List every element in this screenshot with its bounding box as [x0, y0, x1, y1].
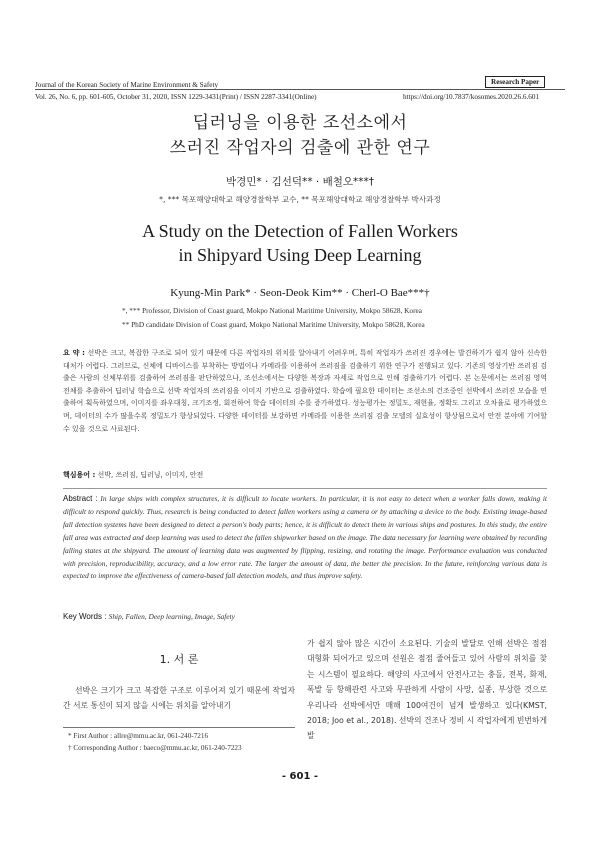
footnote-first-author: * First Author : allre@mmu.ac.kr, 061-240-7216	[68, 732, 209, 740]
korean-affiliation: *, *** 목포해양대학교 해양경찰학부 교수, ** 목포해양대학교 해양경찰학부 박사과정	[159, 195, 441, 204]
korean-keywords-label: 핵심용어 :	[63, 471, 96, 479]
english-title-line2: in Shipyard Using Deep Learning	[178, 245, 422, 265]
english-title-line1: A Study on the Detection of Fallen Workers	[142, 221, 458, 241]
english-abstract	[63, 493, 547, 583]
left-column-text: 선박은 크기가 크고 복잡한 구조로 이루어져 있기 때문에 작업자 간 서로 통신이 되지 않을 시에는 위치를 알아내기	[63, 686, 295, 711]
english-authors: Kyung-Min Park* · Seon-Deok Kim** · Cherl-O Bae***†	[170, 287, 430, 299]
english-affiliation-1: *, *** Professor, Division of Coast guard, Mokpo National Maritime University, Mokpo 58628, Korea	[122, 306, 422, 315]
abstract-divider	[63, 488, 547, 489]
english-keywords	[63, 612, 235, 621]
section-heading: 1. 서 론	[159, 653, 199, 666]
english-abstract-label: Abstract :	[63, 494, 98, 503]
korean-keywords	[63, 469, 547, 482]
footnote-corresponding-author: † Corresponding Author : baeco@mmu.ac.kr, 061-240-7223	[68, 744, 242, 752]
research-paper-badge: Research Paper	[485, 76, 545, 88]
english-affiliation-2: ** PhD candidate Division of Coast guard, Mokpo National Maritime University, Mokpo 58628, Korea	[122, 320, 425, 329]
korean-authors: 박경민* · 김선덕** · 배철오***†	[225, 176, 375, 188]
header-rule	[35, 89, 565, 90]
english-keywords-label: Key Words :	[63, 612, 107, 621]
right-column-text: 가 쉽지 않아 많은 시간이 소요된다. 기술의 발달로 인해 선박은 점점 대형화 되어가고 있으며 선원은 점점 줄어들고 있어 사람의 위치를 찾는 시스템이 필요하다. 해양의 사고에서 안전사고는 충돌, 전복, 화재, 폭발 등 항해관련 사고와 무관하게 사람이 사망, 실종, 부상한 것으로 우리나라 선박에서만 매해 100여건이 넘게 발생하고 있다(KMST, 2018; Joo et al., 2018). 선박의 건조나 정비 시 작업자에게 빈번하게 발	[307, 639, 547, 741]
volume-line: Vol. 26, No. 6, pp. 601-605, October 31, 2020, ISSN 1229-3431(Print) / ISSN 2287-3341(Online)	[35, 93, 317, 101]
korean-abstract	[63, 347, 547, 435]
doi-link[interactable]: https://doi.org/10.7837/kosomes.2020.26.6.601	[403, 93, 540, 101]
page-number: - 601 -	[281, 771, 319, 782]
english-keywords-value: Ship, Fallen, Deep learning, Image, Safety	[108, 612, 235, 621]
korean-title-line1: 딥러닝을 이용한 조선소에서	[192, 113, 408, 133]
journal-name: Journal of the Korean Society of Marine Environment & Safety	[35, 81, 219, 89]
korean-keywords-value: 선박, 쓰러짐, 딥러닝, 이미지, 안전	[97, 471, 204, 479]
korean-abstract-text: 선박은 크고, 복잡한 구조로 되어 있기 때문에 다른 작업자의 위치를 알아내기 어려우며, 특히 작업자가 쓰러진 경우에는 발견하기가 쉽지 않아 신속한 대처가 어렵다. 그러므로, 신체에 디바이스를 부착하는 방법이나 카메라를 이용하여 쓰러짐을 검출하기 위한 연구가 진행되고 있다. 기존의 영상기반 쓰러짐 검출은 사람의 신체부위를 검출하여 쓰러짐을 판단하였으나, 조선소에서는 다양한 복장과 자세로 작업으로 인해 검출하기가 어렵다. 본 논문에서는 쓰러짐 영역 전체를 추출하여 딥러닝 학습으로 선박 작업자의 쓰러짐을 이미지 기반으로 검출하였다. 학습에 필요한 데이터는 조선소의 건조중인 선박에서 쓰러진 모습을 연출하여 획득하였으며, 이미지를 좌우대칭, 크기조정, 회전하여 학습 데이터의 수를 증가하였다. 성능평가는 정밀도, 재현율, 정확도 그리고 오차율로 평가하였으며, 데이터의 수가 많을수록 정밀도가 향상되었다. 다양한 데이터를 보강하면 카메라를 이용한 쓰러짐 검출 모델의 실효성이 향상됨으로서 안전 분야에 기여할 수 있을 것으로 사료된다.	[63, 349, 547, 433]
korean-title-line2: 쓰러진 작업자의 검출에 관한 연구	[169, 138, 431, 158]
footnote-divider	[63, 727, 295, 728]
english-abstract-text: In large ships with complex structures, it is difficult to locate workers. In particular, it is not easy to detect when a worker falls down, making it difficult to respond quickly. Thus, research is being conducted to detect fallen workers using a camera or by attaching a device to the body. Existing image-based fall detection systems have been designed to detect a person's body parts; hence, it is difficult to detect them in various ships and postures. In this study, the entire fall area was extracted and deep learning was used to detect the fallen shipworker based on the image. The data necessary for learning were obtained by recording falling states at the shipyard. The amount of learning data was augmented by flipping, resizing, and rotating the image. Performance evaluation was conducted with precision, reproducibility, accuracy, and a low error rate. The larger the amount of data, the better the precision. In the future, reinforcing various data is expected to improve the effectiveness of camera-based fall detection models, and thus improve safety.	[63, 494, 547, 581]
korean-abstract-label: 요 약 :	[63, 349, 85, 357]
